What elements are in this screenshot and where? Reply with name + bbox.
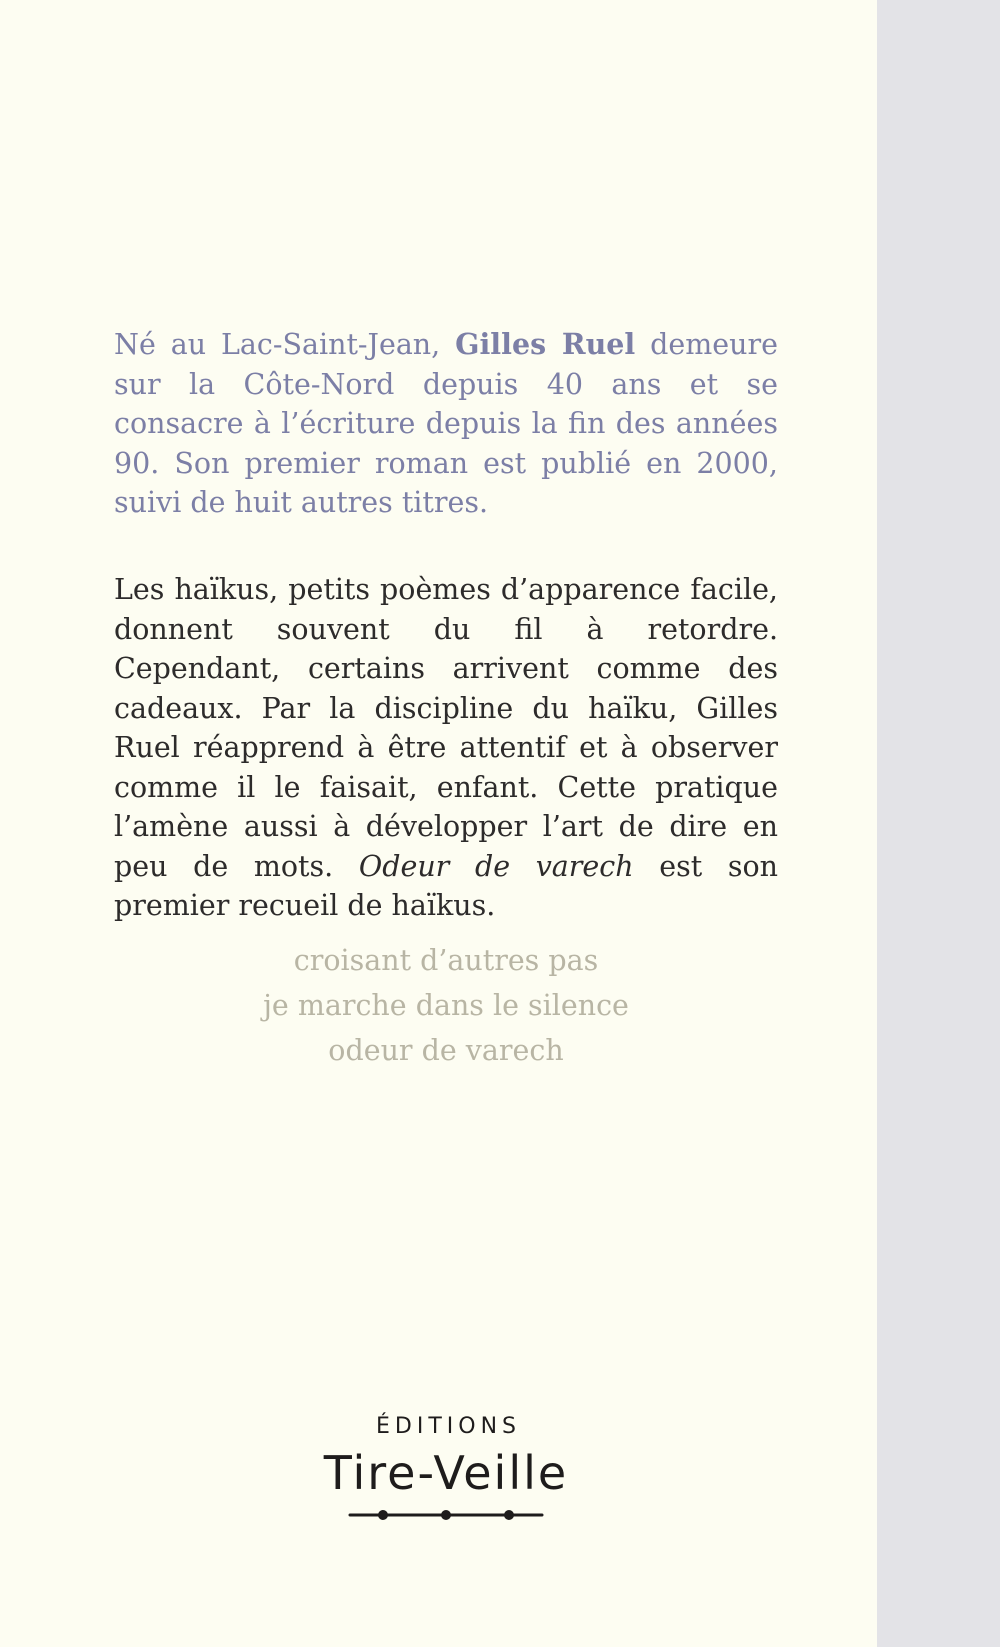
spine-strip <box>877 0 1000 1647</box>
haiku-line-1: croisant d’autres pas <box>293 944 599 977</box>
haiku-line-3: odeur de varech <box>328 1034 564 1067</box>
ornament-divider-icon <box>348 1508 544 1522</box>
author-bio <box>114 325 778 523</box>
book-title: Odeur de varech <box>358 849 634 883</box>
bio-intro: Né au Lac-Saint-Jean, <box>114 328 456 361</box>
haiku-excerpt <box>114 938 778 1073</box>
publisher-name: Tire-Veille <box>323 1446 569 1500</box>
description-end: est son premier recueil de haïkus. <box>114 849 778 922</box>
publisher-logo <box>114 1414 778 1522</box>
book-description <box>114 570 778 926</box>
haiku-line-2: je marche dans le silence <box>263 989 629 1022</box>
author-name: Gilles Ruel <box>455 327 636 361</box>
bio-text: demeure sur la Côte-Nord depuis 40 ans et se consacre à l’écriture depuis la fin des années 90. Son premier roman est publié en 2000, suivi de huit autres titres. <box>114 328 778 519</box>
description-text: Les haïkus, petits poèmes d’apparence facile, donnent souvent du fil à retordre. Cependant, certains arrivent comme des cadeaux. Par la discipline du haïku, Gilles Ruel réapprend à être attentif et à observer comme il le faisait, enfant. Cette pratique l’amène aussi à développer l’art de dire en peu de mots. <box>114 573 778 883</box>
publisher-label: ÉDITIONS <box>376 1414 521 1439</box>
